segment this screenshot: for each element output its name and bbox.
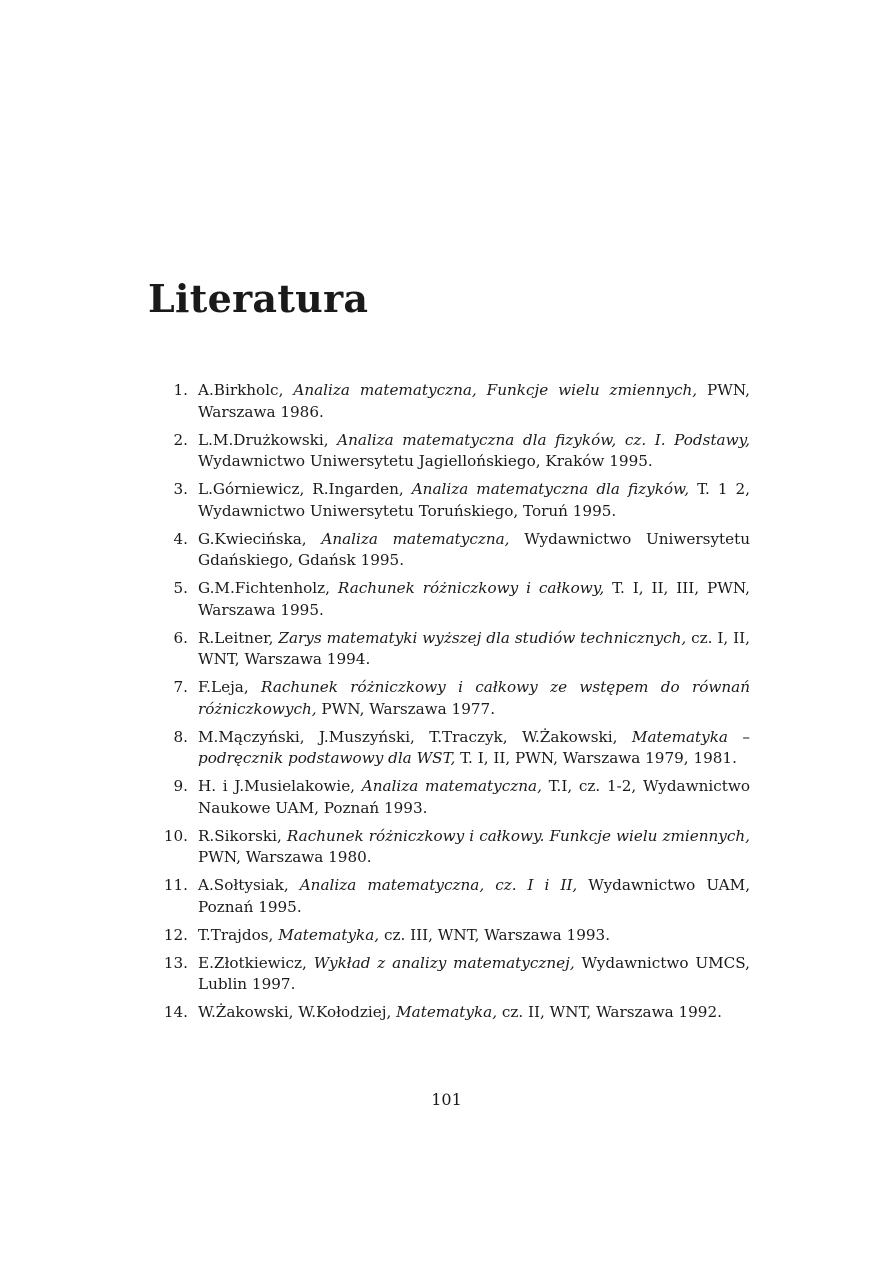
bibliography-list: [150, 380, 750, 1030]
bib-publisher: Wydawnictwo Uniwersytetu Jagiellońskiego, Kraków 1995.: [198, 452, 653, 470]
bib-publisher: cz. I, II, WNT, Warszawa 1994.: [198, 628, 750, 668]
bib-entry: [150, 826, 750, 869]
bib-publisher: PWN, Warszawa 1980.: [198, 848, 372, 866]
bib-entry: [150, 875, 750, 918]
bib-authors: T.Trajdos,: [198, 925, 274, 944]
bib-number: 6.: [173, 628, 188, 647]
bib-authors: G.M.Fichtenholz,: [198, 579, 330, 597]
bib-entry: [150, 677, 750, 720]
bib-publisher: cz. III, WNT, Warszawa 1993.: [383, 925, 611, 944]
bib-authors: F.Leja,: [198, 678, 249, 696]
bib-entry: [150, 529, 750, 572]
bib-authors: W.Żakowski, W.Kołodziej,: [198, 1003, 392, 1021]
bib-title: Analiza matematyczna dla fizyków, cz. I. Podstawy,: [337, 430, 750, 449]
page-number: 101: [431, 1090, 462, 1109]
bib-entry: [150, 727, 750, 770]
bib-publisher: Wydawnictwo Uniwersytetu Gdańskiego, Gdańsk 1995.: [198, 529, 751, 569]
bib-entry: [150, 479, 750, 522]
bib-entry: [150, 953, 750, 996]
bib-number: 10.: [163, 826, 188, 845]
bib-authors: L.M.Drużkowski,: [198, 430, 329, 449]
bib-title: Analiza matematyczna, cz. I i II,: [299, 876, 578, 894]
bib-authors: R.Sikorski,: [198, 826, 282, 845]
bib-publisher: cz. II, WNT, Warszawa 1992.: [501, 1003, 722, 1021]
bib-number: 14.: [163, 1003, 188, 1021]
bib-title: Matematyka,: [278, 925, 380, 944]
bib-entry: [150, 1002, 750, 1024]
bib-title: Analiza matematyczna,: [361, 777, 542, 795]
bib-entry: [150, 578, 750, 621]
bib-title: Wykład z analizy matematycznej,: [313, 953, 575, 972]
bib-title: Matematyka,: [396, 1003, 498, 1021]
bib-authors: R.Leitner,: [198, 628, 274, 647]
bib-authors: H. i J.Musielakowie,: [198, 777, 356, 795]
bib-authors: A.Birkholc,: [198, 381, 284, 399]
bib-number: 12.: [163, 925, 188, 944]
bib-title: Analiza matematyczna, Funkcje wielu zmiennych,: [293, 381, 698, 399]
bib-number: 4.: [173, 529, 188, 548]
bib-authors: M.Mączyński, J.Muszyński, T.Traczyk, W.Żakowski,: [198, 727, 618, 746]
bib-number: 8.: [173, 727, 188, 746]
bib-authors: G.Kwiecińska,: [198, 529, 307, 548]
bib-title: Analiza matematyczna dla fizyków,: [411, 480, 690, 498]
bib-number: 3.: [173, 480, 188, 498]
bib-publisher: T. 1 2, Wydawnictwo Uniwersytetu Toruńskiego, Toruń 1995.: [198, 480, 750, 520]
bib-number: 11.: [163, 876, 188, 894]
bib-title: Rachunek różniczkowy i całkowy ze wstępem do równań różniczkowych,: [198, 678, 751, 718]
bib-number: 9.: [173, 777, 188, 795]
bib-title: Rachunek różniczkowy i całkowy,: [337, 579, 605, 597]
bib-entry: [150, 925, 750, 947]
bib-title: Zarys matematyki wyższej dla studiów technicznych,: [278, 628, 687, 647]
bib-number: 1.: [173, 381, 188, 399]
chapter-title: Literatura: [148, 276, 369, 321]
bib-title: Rachunek różniczkowy i całkowy. Funkcje wielu zmiennych,: [286, 826, 751, 845]
bib-authors: E.Złotkiewicz,: [198, 953, 307, 972]
bib-publisher: T. I, II, PWN, Warszawa 1979, 1981.: [460, 749, 737, 767]
bib-publisher: PWN, Warszawa 1977.: [321, 699, 496, 718]
bib-title: Matematyka – podręcznik podstawowy dla WST,: [198, 727, 751, 767]
bib-publisher: T. I, II, III, PWN, Warszawa 1995.: [198, 579, 751, 619]
bib-entry: [150, 628, 750, 671]
bib-entry: [150, 430, 750, 473]
bib-entry: [150, 776, 750, 819]
bib-authors: A.Sołtysiak,: [198, 876, 289, 894]
bib-number: 5.: [173, 579, 188, 597]
bib-publisher: PWN, Warszawa 1986.: [198, 381, 751, 421]
bib-number: 13.: [163, 953, 188, 972]
bib-title: Analiza matematyczna,: [321, 529, 510, 548]
bib-number: 2.: [173, 430, 188, 449]
bib-authors: L.Górniewicz, R.Ingarden,: [198, 480, 404, 498]
bib-number: 7.: [173, 678, 188, 696]
bib-publisher: T.I, cz. 1-2, Wydawnictwo Naukowe UAM, Poznań 1993.: [198, 777, 751, 817]
bib-entry: [150, 380, 750, 423]
bib-publisher: Wydawnictwo UAM, Poznań 1995.: [198, 876, 751, 916]
bib-publisher: Wydawnictwo UMCS, Lublin 1997.: [198, 953, 750, 993]
